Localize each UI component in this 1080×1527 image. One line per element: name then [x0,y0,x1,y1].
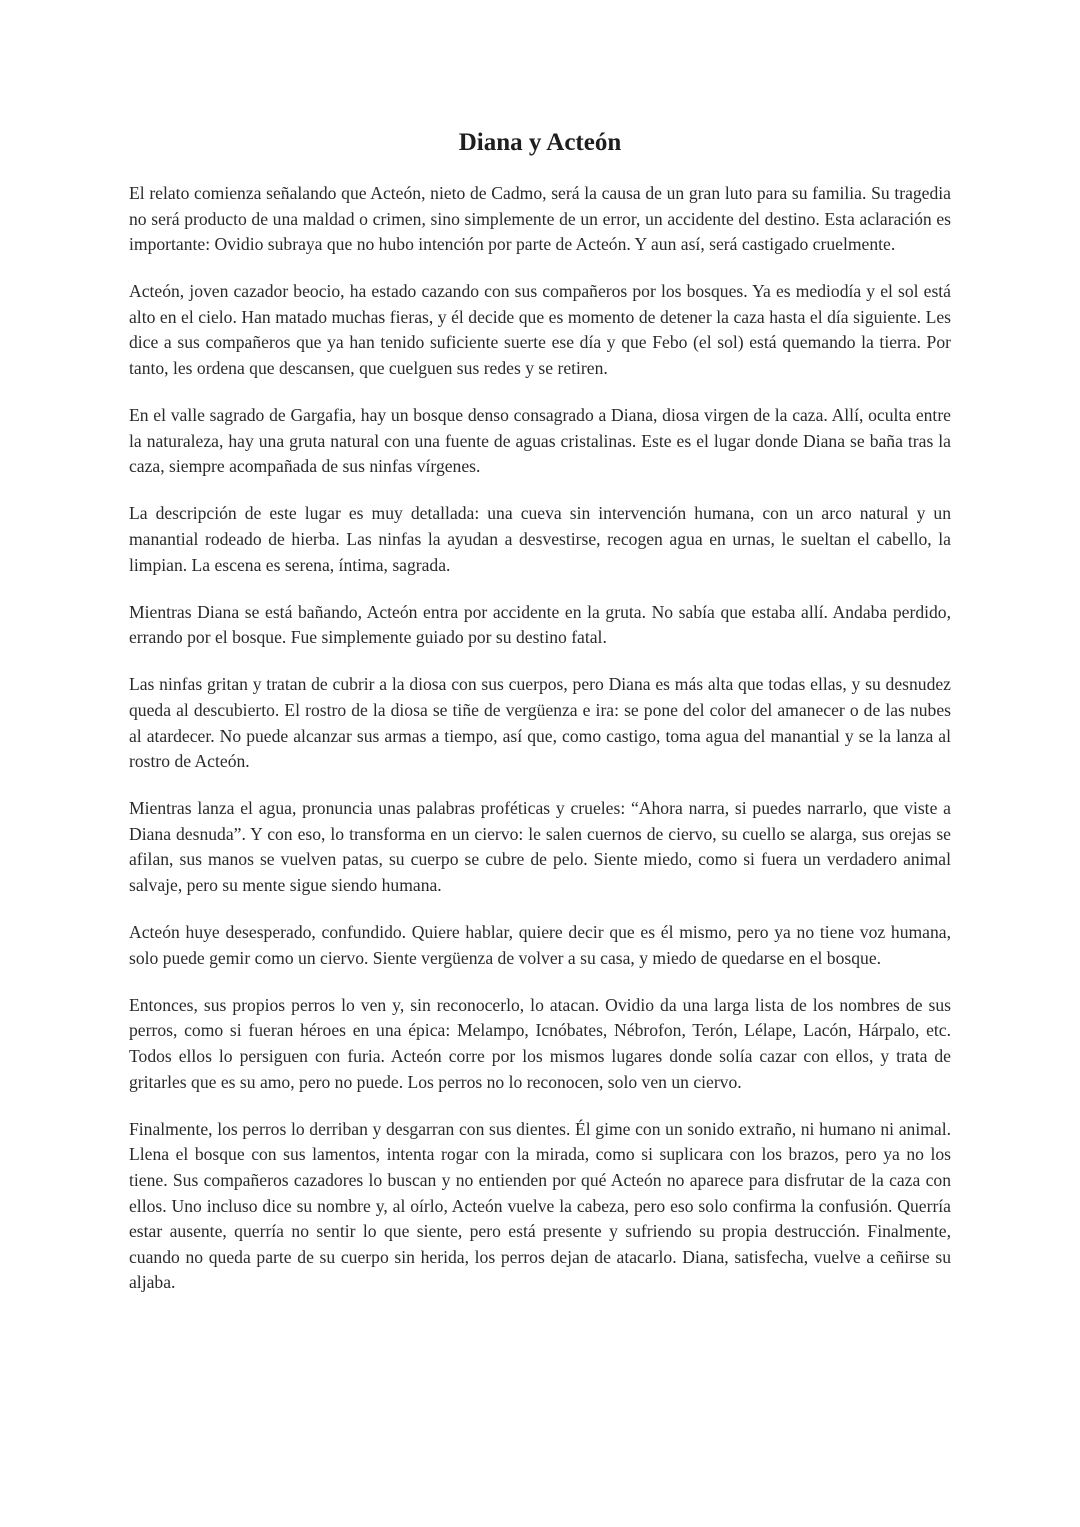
document-page [129,127,951,1317]
paragraph-7: Mientras lanza el agua, pronuncia unas palabras proféticas y crueles: “Ahora narra, si puedes narrarlo, que viste a Diana desnuda”. Y con eso, lo transforma en un ciervo: le salen cuernos de ciervo, su cuello se alarga, sus orejas se afilan, sus manos se vuelven patas, su cuerpo se cubre de pelo. Siente miedo, como si fuera un verdadero animal salvaje, pero su mente sigue siendo humana. [129,798,951,896]
paragraph-2: Acteón, joven cazador beocio, ha estado cazando con sus compañeros por los bosques. Ya es mediodía y el sol está alto en el cielo. Han matado muchas fieras, y él decide que es momento de detener la caza hasta el día siguiente. Les dice a sus compañeros que ya han tenido suficiente suerte ese día y que Febo (el sol) está quemando la tierra. Por tanto, les ordena que descansen, que cuelguen sus redes y se retiren. [129,281,951,379]
document-title: Diana y Acteón [458,129,622,156]
paragraph-8: Acteón huye desesperado, confundido. Quiere hablar, quiere decir que es él mismo, pero ya no tiene voz humana, solo puede gemir como un ciervo. Siente vergüenza de volver a su casa, y miedo de quedarse en el bosque. [129,922,951,968]
paragraph-5: Mientras Diana se está bañando, Acteón entra por accidente en la gruta. No sabía que estaba allí. Andaba perdido, errando por el bosque. Fue simplemente guiado por su destino fatal. [129,601,951,648]
paragraph-4: La descripción de este lugar es muy detallada: una cueva sin intervención humana, con un arco natural y un manantial rodeado de hierba. Las ninfas la ayudan a desvestirse, recogen agua en urnas, le sueltan el cabello, la limpian. La escena es serena, íntima, sagrada. [129,503,951,575]
paragraph-3: En el valle sagrado de Gargafia, hay un bosque denso consagrado a Diana, diosa virgen de la caza. Allí, oculta entre la naturaleza, hay una gruta natural con una fuente de aguas cristalinas. Este es el lugar donde Diana se baña tras la caza, siempre acompañada de sus ninfas vírgenes. [129,405,951,477]
paragraph-9: Entonces, sus propios perros lo ven y, sin reconocerlo, lo atacan. Ovidio da una larga lista de los nombres de sus perros, como si fueran héroes en una épica: Melampo, Icnóbates, Nébrofon, Terón, Lélape, Lacón, Hárpalo, etc. Todos ellos lo persiguen con furia. Acteón corre por los mismos lugares donde solía cazar con ellos, y trata de gritarles que es su amo, pero no puede. Los perros no lo reconocen, solo ven un ciervo. [129,994,951,1092]
paragraph-10: Finalmente, los perros lo derriban y desgarran con sus dientes. Él gime con un sonido extraño, ni humano ni animal. Llena el bosque con sus lamentos, intenta rogar con la mirada, como si suplicara con los brazos, pero ya no los tiene. Sus compañeros cazadores lo buscan y no entienden por qué Acteón no aparece para disfrutar de la caza con ellos. Uno incluso dice su nombre y, al oírlo, Acteón vuelve la cabeza, pero eso solo confirma la confusión. Querría estar ausente, querría no sentir lo que siente, pero está presente y sufriendo su propia destrucción. Finalmente, cuando no queda parte de su cuerpo sin herida, los perros dejan de atacarlo. Diana, satisfecha, vuelve a ceñirse su aljaba. [129,1118,951,1293]
paragraph-1: El relato comienza señalando que Acteón, nieto de Cadmo, será la causa de un gran luto para su familia. Su tragedia no será producto de una maldad o crimen, sino simplemente de un error, un accidente del destino. Esta aclaración es importante: Ovidio subraya que no hubo intención por parte de Acteón. Y aun así, será castigado cruelmente. [129,183,951,255]
paragraph-6: Las ninfas gritan y tratan de cubrir a la diosa con sus cuerpos, pero Diana es más alta que todas ellas, y su desnudez queda al descubierto. El rostro de la diosa se tiñe de vergüenza e ira: se pone del color del amanecer o de las nubes al atardecer. No puede alcanzar sus armas a tiempo, así que, como castigo, toma agua del manantial y se la lanza al rostro de Acteón. [129,674,951,772]
